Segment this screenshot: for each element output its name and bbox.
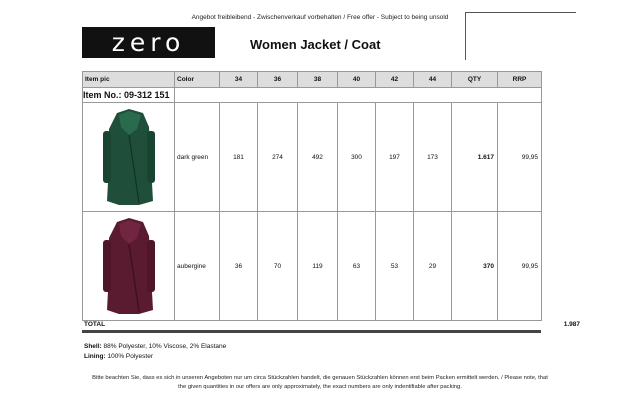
footer-line-2: the given quantities in our offers are only approximately, the exact numbers are only indentifiable after packing. [178, 384, 462, 390]
header-size-34: 34 [220, 72, 258, 88]
footer-note [60, 374, 580, 392]
shell-label: Shell: [84, 343, 102, 350]
offer-notice: Angebot freibleibend - Zwischenverkauf vorbehalten / Free offer - Subject to being unsold [191, 14, 449, 21]
qty-size-40: 300 [338, 103, 376, 212]
total-value: 1.987 [563, 321, 580, 328]
lining-line [84, 352, 226, 362]
item-number: Item No.: 09-312 151 [83, 88, 175, 103]
shell-line [84, 342, 226, 352]
header-size-38: 38 [298, 72, 338, 88]
row-color: dark green [175, 103, 220, 212]
footer-line-1: Bitte beachten Sie, dass es sich in unseren Angeboten nur um circa Stückzahlen handelt, die genauen Stückzahlen können erst beim Packen ermittelt werden. / Please note, that [92, 375, 548, 381]
product-image-dark-green [83, 103, 175, 212]
corner-box [465, 12, 576, 60]
row-color: aubergine [175, 212, 220, 321]
brand-logo: zero [82, 27, 215, 58]
page-title: Women Jacket / Coat [250, 37, 381, 52]
lining-value: 100% Polyester [107, 353, 154, 360]
row-qty: 370 [452, 212, 498, 321]
qty-size-42: 197 [376, 103, 414, 212]
material-info [84, 342, 226, 362]
qty-size-42: 53 [376, 212, 414, 321]
qty-size-40: 63 [338, 212, 376, 321]
coat-image-icon [99, 214, 159, 318]
table-row [83, 212, 542, 321]
table-header-row [83, 72, 542, 88]
total-label: TOTAL [84, 321, 106, 328]
row-rrp: 99,95 [498, 103, 542, 212]
header-color: Color [175, 72, 220, 88]
row-qty: 1.617 [452, 103, 498, 212]
table-row [83, 103, 542, 212]
row-rrp: 99,95 [498, 212, 542, 321]
qty-size-38: 492 [298, 103, 338, 212]
qty-size-36: 274 [258, 103, 298, 212]
coat-image-icon [99, 105, 159, 209]
qty-size-34: 36 [220, 212, 258, 321]
shell-value: 88% Polyester, 10% Viscose, 2% Elastane [103, 343, 227, 350]
header-size-44: 44 [414, 72, 452, 88]
lining-label: Lining: [84, 353, 106, 360]
order-table [82, 71, 542, 321]
header-qty: QTY [452, 72, 498, 88]
total-row [82, 320, 580, 333]
header-size-40: 40 [338, 72, 376, 88]
header-item-pic: Item pic [83, 72, 175, 88]
header-size-36: 36 [258, 72, 298, 88]
qty-size-44: 29 [414, 212, 452, 321]
product-image-aubergine [83, 212, 175, 321]
header-size-42: 42 [376, 72, 414, 88]
qty-size-34: 181 [220, 103, 258, 212]
item-number-row [83, 88, 542, 103]
header-rrp: RRP [498, 72, 542, 88]
qty-size-38: 119 [298, 212, 338, 321]
qty-size-36: 70 [258, 212, 298, 321]
qty-size-44: 173 [414, 103, 452, 212]
item-number-spacer [175, 88, 542, 103]
